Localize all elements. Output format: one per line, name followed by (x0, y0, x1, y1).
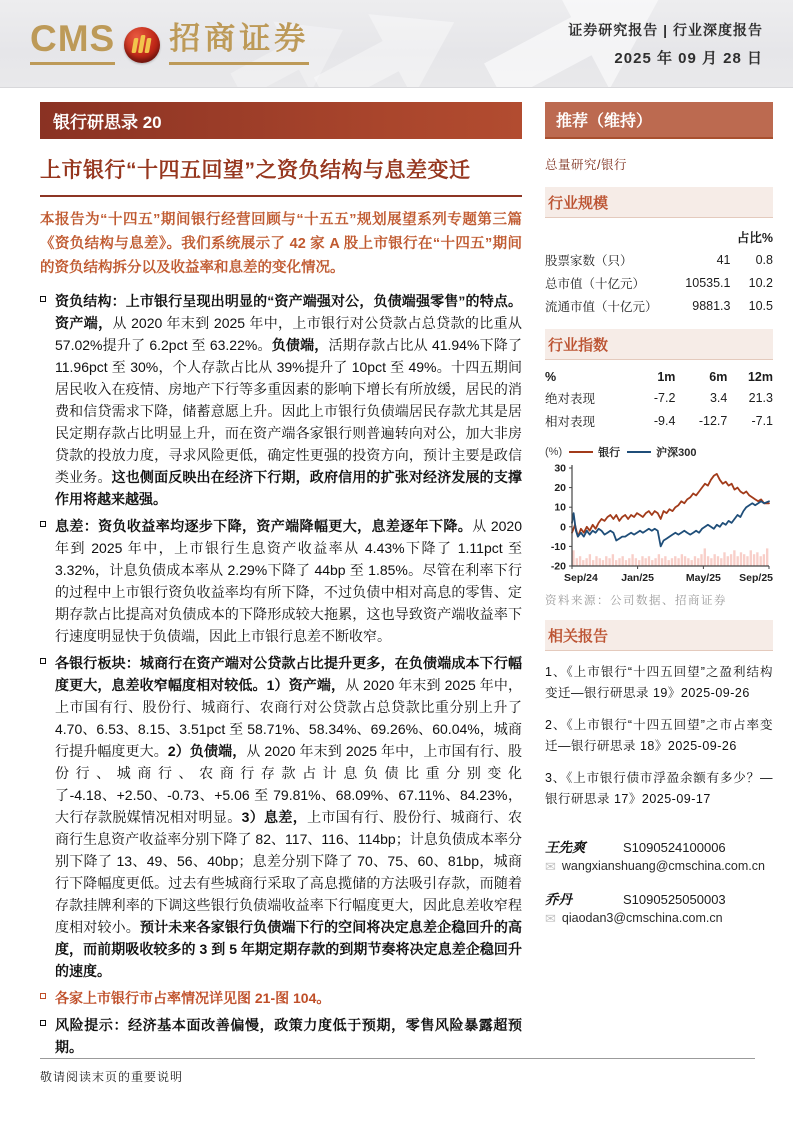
performance-value: 21.3 (748, 390, 773, 405)
related-reports-list (545, 662, 773, 810)
bullet-text-segment: 活期存款占比从 41.94%下降了11.96pct 至 30%，个人存款占比从 39%提升了 10pct 至 49%。十四五期间居民收入在疫情、房地产下行等多重因素的影响下增长有所放缓，居民的消费和信贷需求下降，储蓄意愿上升。因此上市银行负债端居民存款尤其是居民定期存款占比明显上升，而在资产端各家银行则普遍转向对公，加大非房贷款的投放力度，寻求风险更低，确定性更强的投资方向，预计主要是政信类业务。 (55, 337, 523, 485)
index-column-header: 6m (709, 369, 728, 384)
related-reports-heading: 相关报告 (545, 620, 773, 651)
analyst-email[interactable] (545, 911, 773, 928)
analyst-card (545, 836, 773, 876)
metric-label: 总市值（十亿元） (545, 276, 646, 291)
summary-bullet (40, 515, 522, 647)
svg-text:-20: -20 (550, 560, 566, 573)
cms-logo-badge-icon (124, 27, 160, 63)
report-type-label: 证券研究报告 | 行业深度报告 (568, 21, 763, 38)
analyst-cert-id: S1090524100006 (623, 840, 726, 855)
bullet-text-segment: 从 2020 年末到 2025 年中，上市银行对公贷款占总贷款的比重从57.02%提升了 6.2pct 至 63.22%。 (55, 315, 523, 353)
bullet-square-icon (40, 1020, 46, 1026)
research-category-label: 总量研究/银行 (545, 158, 627, 172)
table-header-row (545, 225, 773, 248)
metric-pct: 10.2 (748, 275, 773, 290)
footer-note: 敬请阅读末页的重要说明 (40, 1070, 184, 1084)
legend-label: 沪深300 (656, 447, 697, 459)
analyst-cert-id: S1090525050003 (623, 891, 726, 907)
svg-text:Sep/25: Sep/25 (739, 572, 773, 584)
performance-value: 3.4 (709, 390, 728, 405)
metric-label: 流通市值（十亿元） (545, 299, 658, 314)
bullet-square-icon (40, 521, 46, 527)
sidebar (545, 102, 773, 1058)
email-address[interactable]: wangxianshuang@cmschina.com.cn (561, 859, 765, 873)
table-row (545, 271, 773, 294)
metric-pct: 0.8 (755, 252, 773, 267)
performance-value: -12.7 (698, 413, 728, 428)
metric-value: 10535.1 (685, 275, 731, 290)
chart-ylabel: (%) (545, 446, 563, 458)
summary-bullet (40, 652, 522, 982)
bullet-text-segment: 负债端， (271, 337, 329, 353)
cms-logo-chinese: 招商证券 (169, 23, 309, 65)
legend-item (627, 444, 696, 460)
index-column-header: 1m (657, 369, 676, 384)
industry-index-chart (545, 462, 773, 588)
bullet-text-segment: 资产端， (55, 315, 113, 331)
main-column (40, 102, 522, 1058)
bullet-text-segment: 3）息差， (241, 809, 308, 825)
analyst-email[interactable] (545, 859, 773, 876)
performance-value: -7.1 (751, 413, 773, 428)
title-divider (40, 195, 522, 197)
email-address[interactable]: qiaodan3@cmschina.com.cn (561, 910, 723, 925)
legend-item (569, 444, 620, 460)
index-column-header: % (545, 369, 557, 384)
envelope-icon: ✉ (545, 859, 556, 874)
source-note: 资料来源：公司数据、招商证券 (545, 595, 727, 607)
industry-index-table (545, 367, 773, 432)
analyst-card (545, 888, 773, 928)
svg-text:Sep/24: Sep/24 (564, 572, 598, 584)
related-report-item[interactable]: 2、《上市银行“十四五回望”之市占率变迁—银行研思录 18》2025-09-26 (545, 718, 773, 753)
svg-text:May/25: May/25 (685, 572, 721, 584)
pct-column-header: 占比% (736, 230, 773, 245)
analyst-name: 王先爽 (545, 840, 586, 855)
bullet-text-segment: 息差：资负收益率均逐步下降，资产端降幅更大，息差逐年下降。 (55, 518, 473, 534)
metric-value: 9881.3 (692, 298, 731, 313)
summary-bullet (40, 1014, 522, 1058)
report-abstract: 本报告为“十四五”期间银行经营回顾与“十五五”规划展望系列专题第三篇《资负结构与息差》。我们系统展示了 42 家 A 股上市银行在“十四五”期间的资负结构拆分以及收益率和息差的变化情况。 (40, 212, 522, 276)
index-column-header: 12m (747, 369, 773, 384)
bullet-text-segment: 2）负债端， (167, 743, 247, 759)
cms-logo-text: CMS (30, 22, 115, 64)
performance-label: 相对表现 (545, 414, 596, 429)
svg-text:10: 10 (554, 501, 566, 514)
bullet-text-segment: 从 2020 年到 2025 年中，上市银行生息资产收益率从 4.43%下降了 1.11pct 至 3.32%，计息负债成本率从 2.29%下降了 44bp 至 1.85%。尽管在利率下行的过程中上市银行资负收益率均有所下降，不过负债中相对高息的零售、定期存款占比提高对负债成本的下降形成较大拖累，这也导致资产端收益率下行速度明显快于负债端，因此上市银行息差不断收窄。 (55, 518, 522, 644)
svg-text:20: 20 (554, 482, 566, 495)
page-title: 上市银行“十四五回望”之资负结构与息差变迁 (40, 159, 471, 182)
bullet-text-segment: 各家上市银行市占率情况详见图 21-图 104。 (55, 990, 331, 1006)
bullet-square-icon (40, 296, 46, 302)
legend-line-swatch-icon (627, 451, 651, 453)
table-row (545, 248, 773, 271)
series-banner: 银行研思录 20 (40, 102, 522, 139)
bullet-square-icon (40, 658, 46, 664)
table-row (545, 294, 773, 317)
cms-logo (30, 18, 310, 64)
industry-index-heading: 行业指数 (545, 329, 773, 360)
industry-scale-table (545, 225, 773, 317)
svg-text:0: 0 (560, 521, 566, 534)
bullet-text-segment: 风险提示：经济基本面改善偏慢，政策力度低于预期，零售风险暴露超预期。 (55, 1017, 522, 1055)
bullet-text-segment: 资负结构：上市银行呈现出明显的“资产端强对公，负债端强零售”的特点。 (55, 293, 522, 309)
rating-badge: 推荐（维持） (545, 102, 773, 139)
footer-divider (40, 1058, 755, 1059)
bullet-square-icon (40, 993, 46, 999)
performance-label: 绝对表现 (545, 391, 596, 406)
table-row (545, 409, 773, 432)
table-header-row (545, 367, 773, 386)
table-row (545, 386, 773, 409)
performance-value: -7.2 (653, 390, 676, 405)
envelope-icon: ✉ (545, 910, 556, 926)
related-report-item[interactable]: 1、《上市银行“十四五回望”之盈利结构变迁—银行研思录 19》2025-09-26 (545, 665, 773, 700)
bullet-text-segment: 从 2020 年末到 2025 年中，上市国有行、股份行、城商行、农商行对公贷款占总贷款比重分别上升了 4.70、6.53、8.15、3.51pct 至 58.71%、58.34%、69.26%、60.04%，城商行提升幅度更大。 (55, 677, 522, 759)
report-meta (568, 20, 763, 68)
summary-bullet (40, 987, 522, 1009)
content-columns (0, 88, 793, 1058)
metric-label: 股票家数（只） (545, 253, 633, 268)
analyst-name: 乔丹 (545, 891, 572, 907)
legend-label: 银行 (598, 447, 621, 459)
chart-legend (545, 444, 773, 460)
svg-text:Jan/25: Jan/25 (621, 572, 654, 584)
performance-value: -9.4 (653, 413, 676, 428)
bullet-text-segment: 1）资产端， (266, 677, 346, 693)
metric-pct: 10.5 (748, 298, 773, 313)
summary-bullet (40, 290, 522, 510)
metric-value: 41 (716, 252, 731, 267)
page-footer (0, 1058, 793, 1122)
bullet-text-segment: 上市国有行、股份行、城商行、农商行生息资产收益率分别下降了 82、117、116、114bp；计息负债成本率分别下降了 13、49、56、40bp；息差分别下降了 70、75、60、81bp，城商行下降幅度更低。过去有些城商行采取了高息揽储的方法吸引存款，而随着存款挂牌利率的下调这些银行负债端收益率下行幅度更大，因此息差收窄程度相对较小。 (55, 809, 523, 935)
related-report-item[interactable]: 3、《上市银行债市浮盈余额有多少？—银行研思录 17》2025-09-17 (545, 771, 773, 806)
analyst-list (545, 836, 773, 928)
masthead (0, 0, 793, 88)
report-date: 2025 年 09 月 28 日 (614, 49, 763, 67)
bullet-text-segment: 预计未来各家银行负债端下行的空间将决定息差企稳回升的高度，而前期吸收较多的 3 到 5 年期定期存款的到期节奏将决定息差企稳回升的速度。 (55, 919, 522, 979)
svg-text:-10: -10 (550, 540, 566, 553)
legend-line-swatch-icon (569, 451, 593, 453)
industry-scale-heading: 行业规模 (545, 187, 773, 218)
bullet-text-segment: 各银行板块：城商行在资产端对公贷款占比提升更多，在负债端成本下行幅度更大，息差收窄幅度相对较低。 (55, 655, 522, 693)
bullet-text-segment: 这也侧面反映出在经济下行期，政府信用的扩张对经济发展的支撑作用将越来越强。 (55, 469, 522, 507)
bullet-text-segment: 从 2020 年末到 2025 年中，上市国有行、股份行、城商行、农商行存款占计息负债比重分别变化了-4.18、+2.50、-0.73、+5.06 至 79.81%、68.09%、67.11%、84.23%，大行存款脱媒情况相对明显。 (55, 743, 522, 825)
summary-bullet-list (40, 290, 522, 1058)
svg-text:30: 30 (554, 462, 566, 475)
